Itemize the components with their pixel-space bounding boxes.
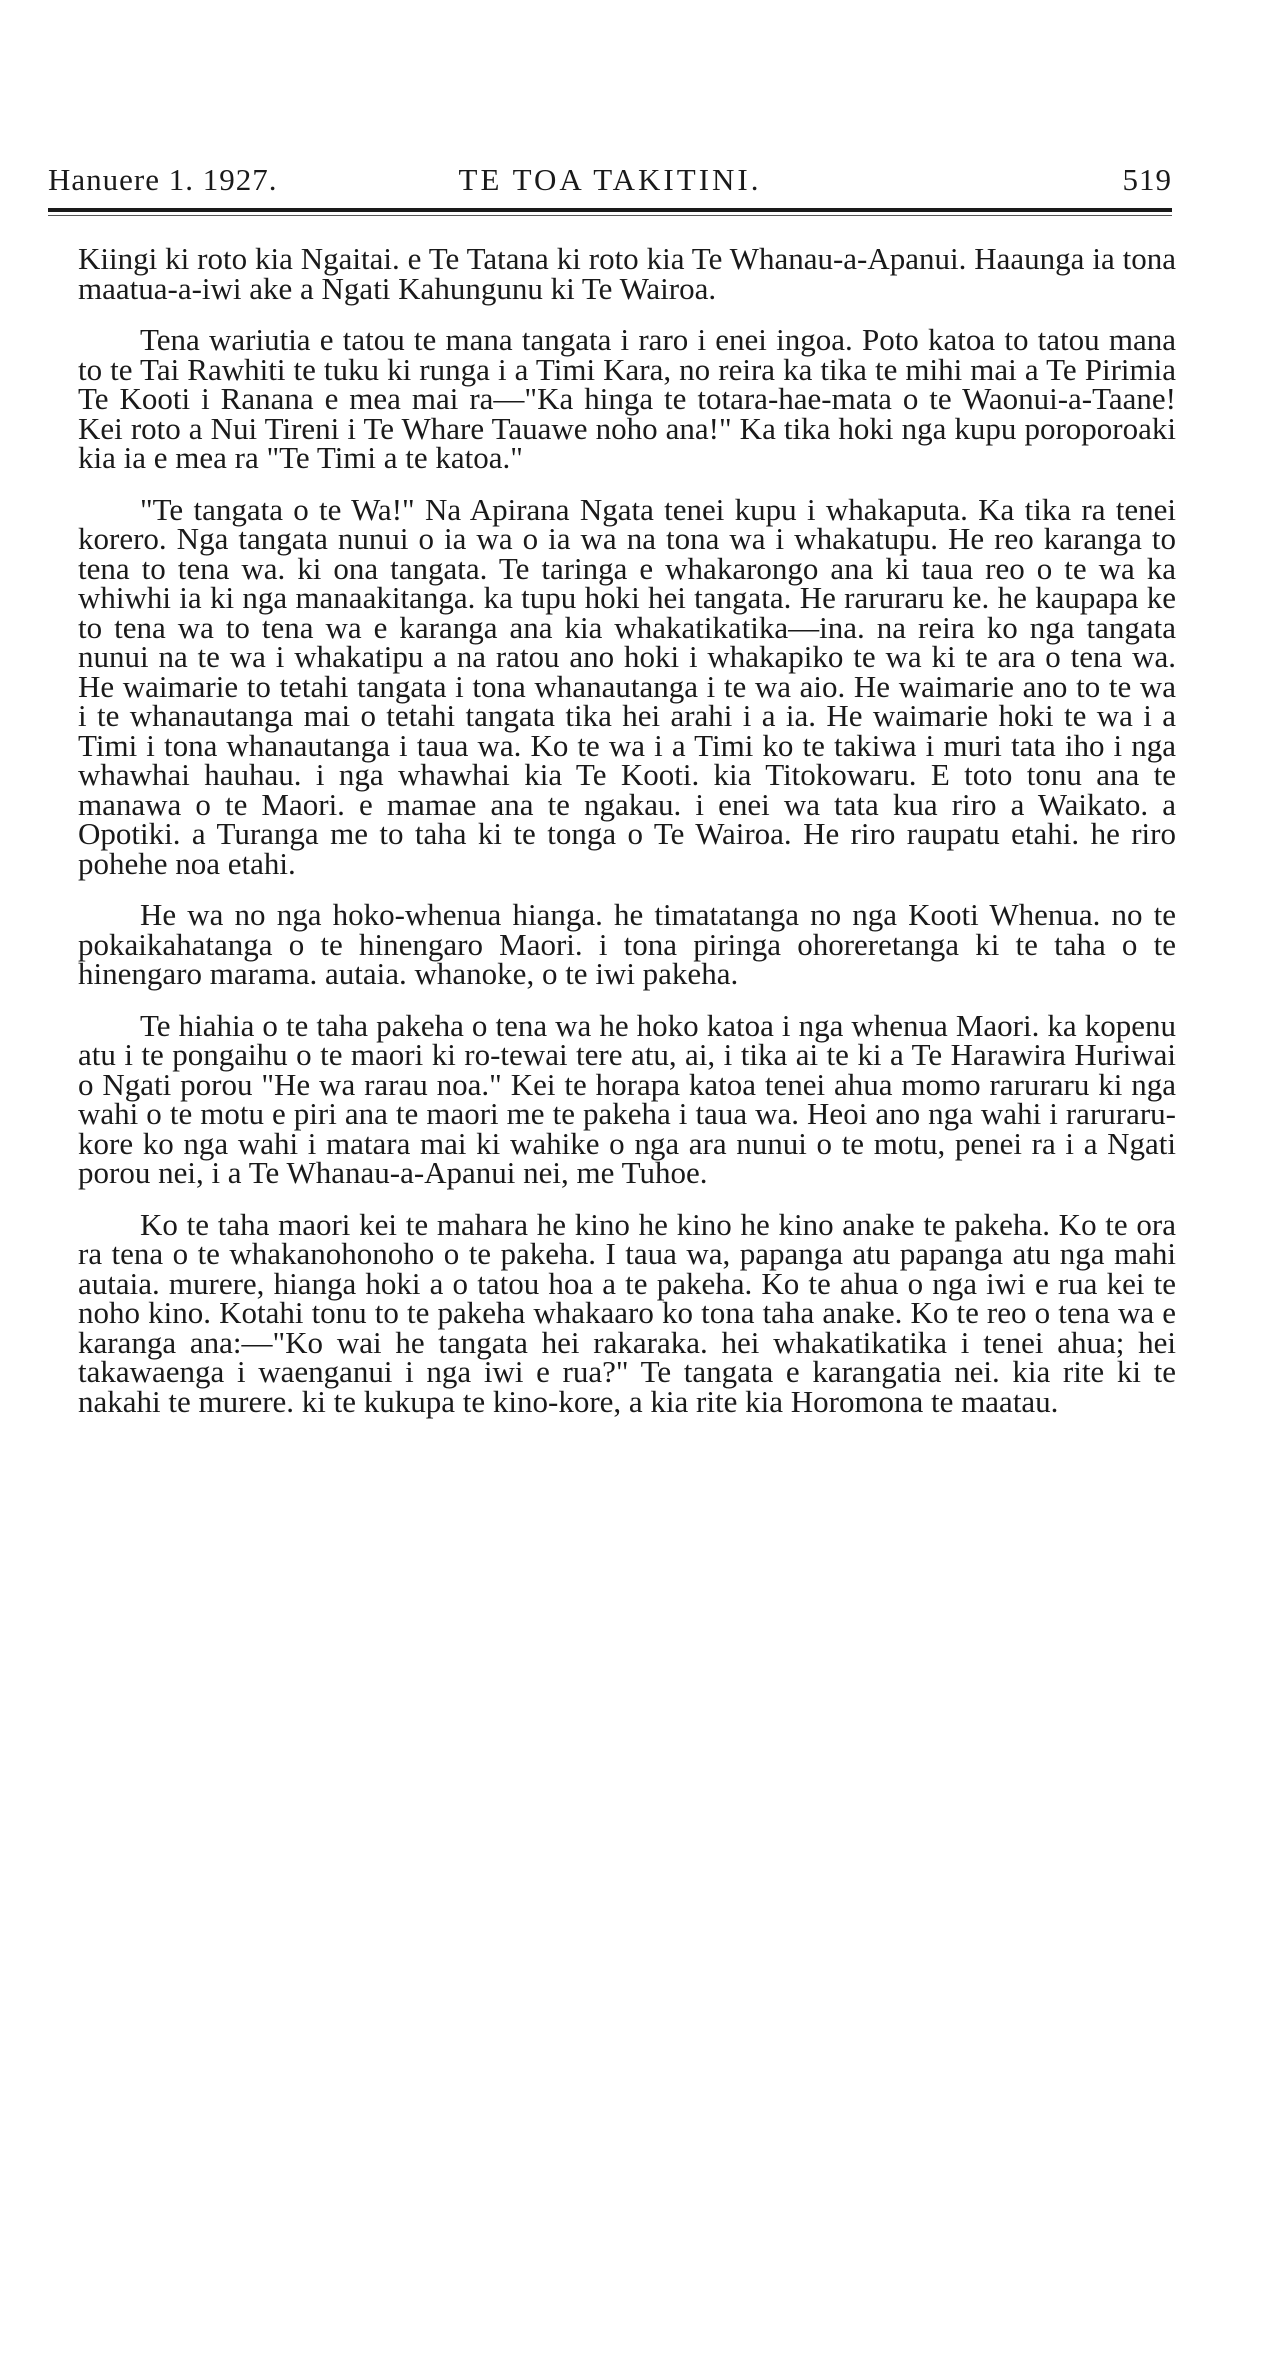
article-body bbox=[78, 241, 1176, 1438]
issue-date: Hanuere 1. 1927. bbox=[48, 162, 278, 197]
paragraph-6: Ko te taha maori kei te mahara he kino he kino he kino anake te pakeha. Ko te ora ra tena o te whakanohonoho o te pakeha. I taua wa, papanga atu papanga atu nga mahi autaia. murere, hianga hoki a o tatou hoa a te pakeha. Ko te ahua o nga iwi e rua kei te noho kino. Kotahi tonu to te pakeha whakaaro ko tona taha anake. Ko te reo o tena wa e karanga ana:—"Ko wai he tangata hei rakaraka. hei whakatikatika i tenei ahua; hei takawaenga i waenganui i nga iwi e rua?" Te tangata e karangatia nei. kia rite ki te nakahi te murere. ki te kukupa te kino-kore, a kia rite kia Horomona te maatau. bbox=[78, 1206, 1176, 1419]
paragraph-3: "Te tangata o te Wa!" Na Apirana Ngata tenei kupu i whakaputa. Ka tika ra tenei korero. Nga tangata nunui o ia wa o ia wa na tona wa i whakatupu. He reo karanga to tena to tena wa. ki ona tangata. Te taringa e whakarongo ana ki taua reo o te wa ka whiwhi ia ki nga manaakitanga. ka tupu hoki hei tangata. He raruraru ke. he kaupapa ke to tena wa to tena wa e karanga ana kia whakatikatika—ina. na reira ko nga tangata nunui na te wa i whakatipu a na ratou ano hoki i whakapiko te wa ki te ara o tena wa. He waimarie to tetahi tangata i tona whanautanga i te wa aio. He waimarie ano to te wa i te whanautanga mai o tetahi tangata tika hei arahi i a ia. He waimarie hoki te wa i a Timi i tona whanautanga i taua wa. Ko te wa i a Timi ko te takiwa i muri tata iho i nga whawhai hauhau. i nga whawhai kia Te Kooti. kia Titokowaru. E toto tonu ana te manawa o te Maori. e mamae ana te ngakau. i enei wa tata kua riro a Waikato. a Opotiki. a Turanga me to taha ki te tonga o Te Wairoa. He riro raupatu etahi. he riro pohehe noa etahi. bbox=[78, 491, 1176, 881]
publication-title: TE TOA TAKITINI. bbox=[458, 162, 762, 197]
header-rule-thin bbox=[48, 215, 1172, 216]
header-rule bbox=[48, 208, 1172, 212]
paragraph-1: Kiingi ki roto kia Ngaitai. e Te Tatana ki roto kia Te Whanau-a-Apanui. Haaunga ia tona maatua-a-iwi ake a Ngati Kahungunu ki Te Wairoa. bbox=[78, 241, 1176, 306]
page-number: 519 bbox=[1122, 162, 1172, 197]
page-header bbox=[48, 162, 1172, 206]
paragraph-4: He wa no nga hoko-whenua hianga. he timatatanga no nga Kooti Whenua. no te pokaikahatanga o te hinengaro Maori. i tona piringa ohoreretanga ki te taha o te hinengaro marama. autaia. whanoke, o te iwi pakeha. bbox=[78, 897, 1176, 991]
paragraph-2: Tena wariutia e tatou te mana tangata i raro i enei ingoa. Poto katoa to tatou mana to te Tai Rawhiti te tuku ki runga i a Timi Kara, no reira ka tika te mihi mai a Te Pirimia Te Kooti i Ranana e mea mai ra—"Ka hinga te totara-hae-mata o te Waonui-a-Taane! Kei roto a Nui Tireni i Te Whare Tauawe noho ana!" Ka tika hoki nga kupu poroporoaki kia ia e mea ra "Te Timi a te katoa." bbox=[78, 322, 1176, 475]
paragraph-5: Te hiahia o te taha pakeha o tena wa he hoko katoa i nga whenua Maori. ka kopenu atu i te pongaihu o te maori ki ro-tewai tere atu, ai, i tika ai te ki a Te Harawira Huriwai o Ngati porou "He wa rarau noa." Kei te horapa katoa tenei ahua momo raruraru ki nga wahi o te motu e piri ana te maori me te pakeha i taua wa. Heoi ano nga wahi i raruraru-kore ko nga wahi i matara mai ki wahike o nga ara nunui o te motu, penei ra i a Ngati porou nei, i a Te Whanau-a-Apanui nei, me Tuhoe. bbox=[78, 1007, 1176, 1190]
